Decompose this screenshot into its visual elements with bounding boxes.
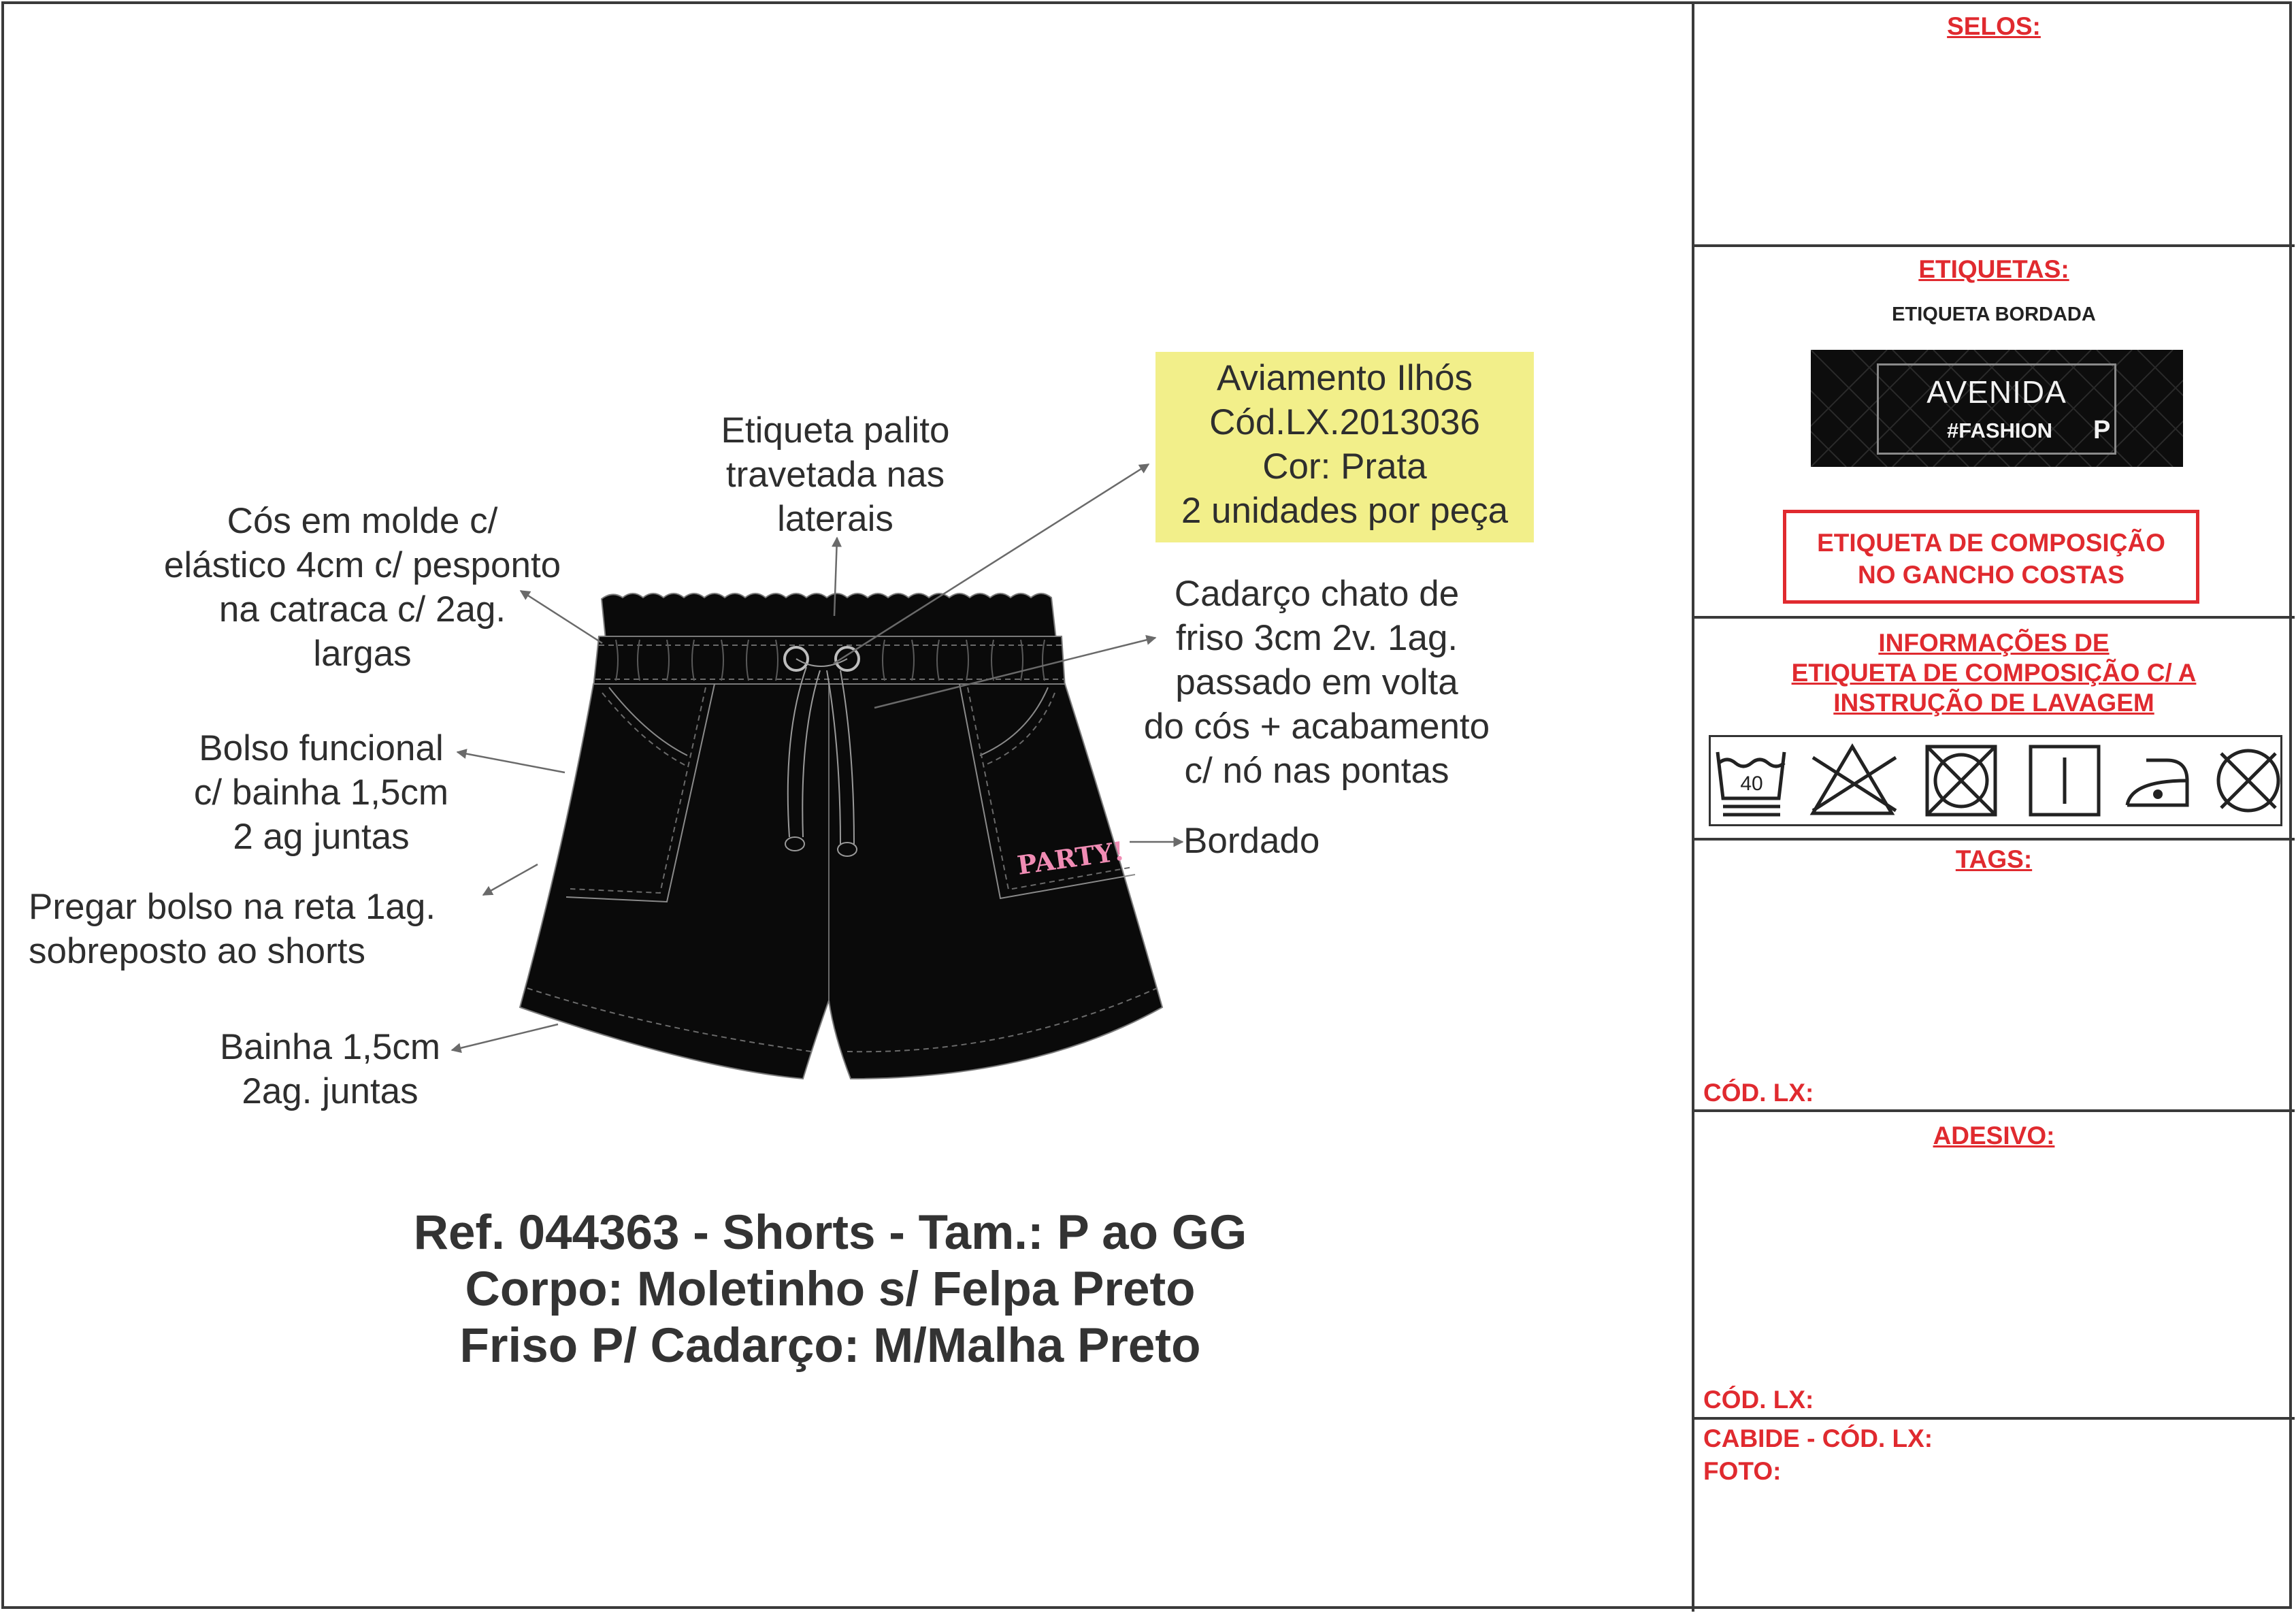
wash-temperature: 40 [1740, 772, 1763, 795]
callout-pocket: Bolso funcional c/ bainha 1,5cm 2 ag juntas [193, 728, 449, 857]
product-caption [231, 1205, 1429, 1374]
eyelet-callout-highlight [1155, 352, 1534, 542]
callout-drawstring: Cadarço chato de friso 3cm 2v. 1ag. passado em volta do cós + acabamento c/ nó nas pontas [1143, 574, 1490, 791]
section-title-informacoes: INFORMAÇÕES DE ETIQUETA DE COMPOSIÇÃO C/ A INSTRUÇÃO DE LAVAGEM [1791, 629, 2197, 717]
embroidery-party: PARTY! [1015, 835, 1127, 881]
sidebar-separator [1693, 1417, 2295, 1420]
brand-size: P [2093, 416, 2111, 444]
section-title-selos: SELOS: [1947, 12, 2041, 40]
brand-label-image [1811, 350, 2183, 467]
brand-name: AVENIDA [1926, 374, 2067, 410]
section-title-tags: TAGS: [1955, 845, 2033, 873]
callout-embroidery: Bordado [1183, 821, 1320, 861]
brand-label-frame [1877, 363, 2116, 455]
composition-label-text: ETIQUETA DE COMPOSIÇÃO NO GANCHO COSTAS [1817, 529, 2165, 589]
section-title-etiquetas: ETIQUETAS: [1918, 255, 2069, 283]
wash-care-symbols [1709, 735, 2282, 826]
callout-eyelet: Aviamento Ilhós Cód.LX.2013036 Cor: Prata 2 unidades por peça [1181, 358, 1509, 531]
sidebar-separator [1693, 616, 2295, 619]
tags-cod-lx: CÓD. LX: [1703, 1079, 1814, 1107]
embroidered-label-caption: ETIQUETA BORDADA [1892, 304, 2096, 325]
no-bleach-icon [1813, 747, 1896, 813]
no-dry-clean-icon [2218, 751, 2278, 811]
caption-drawstring-fabric: Friso P/ Cadarço: M/Malha Preto [459, 1319, 1201, 1373]
cabide-cod-lx: CABIDE - CÓD. LX: [1703, 1424, 1933, 1452]
callout-waistband: Cós em molde c/ elástico 4cm c/ pesponto na catraca c/ 2ag. largas [163, 501, 561, 674]
callout-hem: Bainha 1,5cm 2ag. juntas [219, 1027, 441, 1111]
sidebar-separator [1693, 838, 2295, 841]
waistband-ruffle [602, 593, 1056, 640]
no-tumble-dry-icon [1927, 747, 1995, 815]
sidebar-divider [1692, 1, 1694, 1612]
shorts-body [520, 684, 1162, 1079]
composition-label-box [1783, 510, 2199, 604]
callout-label-stick: Etiqueta palito travetada nas laterais [721, 410, 950, 539]
adesivo-cod-lx: CÓD. LX: [1703, 1386, 1814, 1414]
brand-hashtag: #FASHION [1947, 419, 2053, 442]
sidebar-separator [1693, 244, 2295, 247]
foto-label: FOTO: [1703, 1457, 1782, 1485]
caption-body-fabric: Corpo: Moletinho s/ Felpa Preto [465, 1262, 1196, 1316]
line-dry-icon [2031, 747, 2099, 815]
section-title-adesivo: ADESIVO: [1933, 1122, 2055, 1150]
sidebar-separator [1693, 1109, 2295, 1112]
callout-pocket-attach: Pregar bolso na reta 1ag. sobreposto ao shorts [29, 887, 436, 971]
caption-reference: Ref. 044363 - Shorts - Tam.: P ao GG [413, 1206, 1247, 1260]
